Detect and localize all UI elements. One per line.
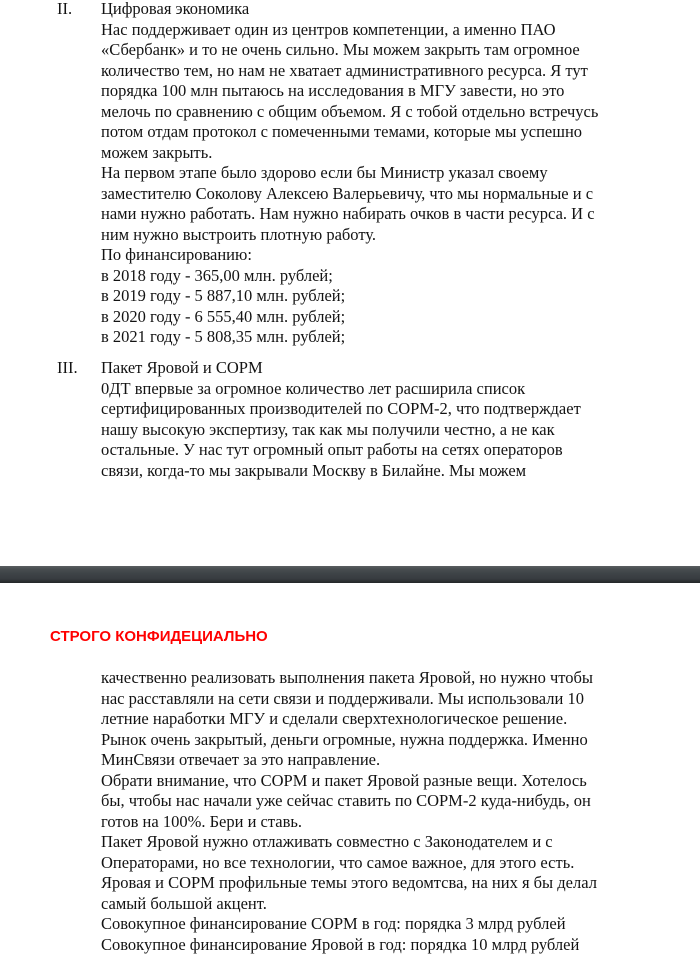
text-line: сертифицированных производителей по СОРМ-2, что подтверждает xyxy=(101,399,581,418)
text-line: связи, когда-то мы закрывали Москву в Билайне. Мы можем xyxy=(101,460,527,480)
page2-text-block xyxy=(101,668,662,955)
text-line: в 2020 году - 6 555,40 млн. рублей; xyxy=(101,306,346,326)
page-break-divider xyxy=(0,566,700,583)
section-title: Цифровая экономика xyxy=(101,0,250,18)
text-line: Нас поддерживает один из центров компетенции, а именно ПАО xyxy=(101,19,556,39)
section-lines xyxy=(101,379,662,482)
text-line: 0ДТ впервые за огромное количество лет расширила список xyxy=(101,378,526,398)
text-line: летние наработки МГУ и сделали сверхтехнологическое решение. xyxy=(101,709,568,728)
text-line: потом отдам протокол с помеченными темами, которые мы успешно xyxy=(101,122,583,141)
text-line: можем закрыть. xyxy=(101,142,213,162)
section-body xyxy=(101,0,662,348)
confidential-header: СТРОГО КОНФИДЕЦИАЛЬНО xyxy=(50,628,268,645)
text-line: По финансированию: xyxy=(101,245,252,264)
section-body xyxy=(101,358,662,481)
text-line: заместителю Соколову Алексею Валерьевичу, что мы нормальные и с xyxy=(101,183,594,203)
text-line: Рынок очень закрытый, деньги огромные, нужна поддержка. Именно xyxy=(101,729,588,749)
text-line: количество тем, но нам не хватает административного ресурса. Я тут xyxy=(101,60,588,80)
text-line: порядка 100 млн пытаюсь на исследования в МГУ завести, но это xyxy=(101,81,565,100)
text-line: в 2021 году - 5 808,35 млн. рублей; xyxy=(101,327,346,346)
section-digital-economy xyxy=(57,0,662,348)
text-line: На первом этапе было здорово если бы Министр указал своему xyxy=(101,163,548,182)
text-line: Совокупное финансирование Яровой в год: порядка 10 млрд рублей xyxy=(101,934,580,954)
text-line: «Сбербанк» и то не очень сильно. Мы можем закрыть там огромное xyxy=(101,40,580,59)
text-line: мелочь по сравнению с общим объемом. Я с тобой отдельно встречусь xyxy=(101,101,599,121)
text-line: МинСвязи отвечает за это направление. xyxy=(101,750,381,769)
text-line: в 2018 году - 365,00 млн. рублей; xyxy=(101,265,333,285)
section-number: III. xyxy=(57,358,78,377)
text-line: бы, чтобы нас начали уже сейчас ставить по СОРМ-2 куда-нибудь, он xyxy=(101,791,591,810)
text-line: ним нужно выстроить плотную работу. xyxy=(101,224,377,244)
text-line: остальные. У нас тут огромный опыт работы на сетях операторов xyxy=(101,440,563,459)
text-line: Пакет Яровой нужно отлаживать совместно с Законодателем и с xyxy=(101,832,553,851)
text-line: Обрати внимание, что СОРМ и пакет Яровой разные вещи. Хотелось xyxy=(101,770,587,790)
section-lines xyxy=(101,20,662,348)
text-line: самый большой акцент. xyxy=(101,893,267,913)
text-line: нас расставляли на сети связи и поддерживали. Мы использовали 10 xyxy=(101,688,584,708)
text-line: готов на 100%. Бери и ставь. xyxy=(101,811,303,831)
text-line: нашу высокую экспертизу, так как мы получили честно, а не как xyxy=(101,419,555,439)
text-line: нами нужно работать. Нам нужно набирать очков в части ресурса. И с xyxy=(101,204,595,223)
section-yarovaya-sorm xyxy=(57,358,662,481)
text-line: качественно реализовать выполнения пакета Яровой, но нужно чтобы xyxy=(101,668,594,687)
section-number: II. xyxy=(57,0,73,18)
text-line: Яровая и СОРМ профильные темы этого ведомтсва, на них я бы делал xyxy=(101,873,597,892)
section-title: Пакет Яровой и СОРМ xyxy=(101,358,263,377)
text-line: Операторами, но все технологии, что самое важное, для этого есть. xyxy=(101,852,575,872)
text-line: в 2019 году - 5 887,10 млн. рублей; xyxy=(101,286,346,305)
text-line: Совокупное финансирование СОРМ в год: порядка 3 млрд рублей xyxy=(101,914,566,933)
